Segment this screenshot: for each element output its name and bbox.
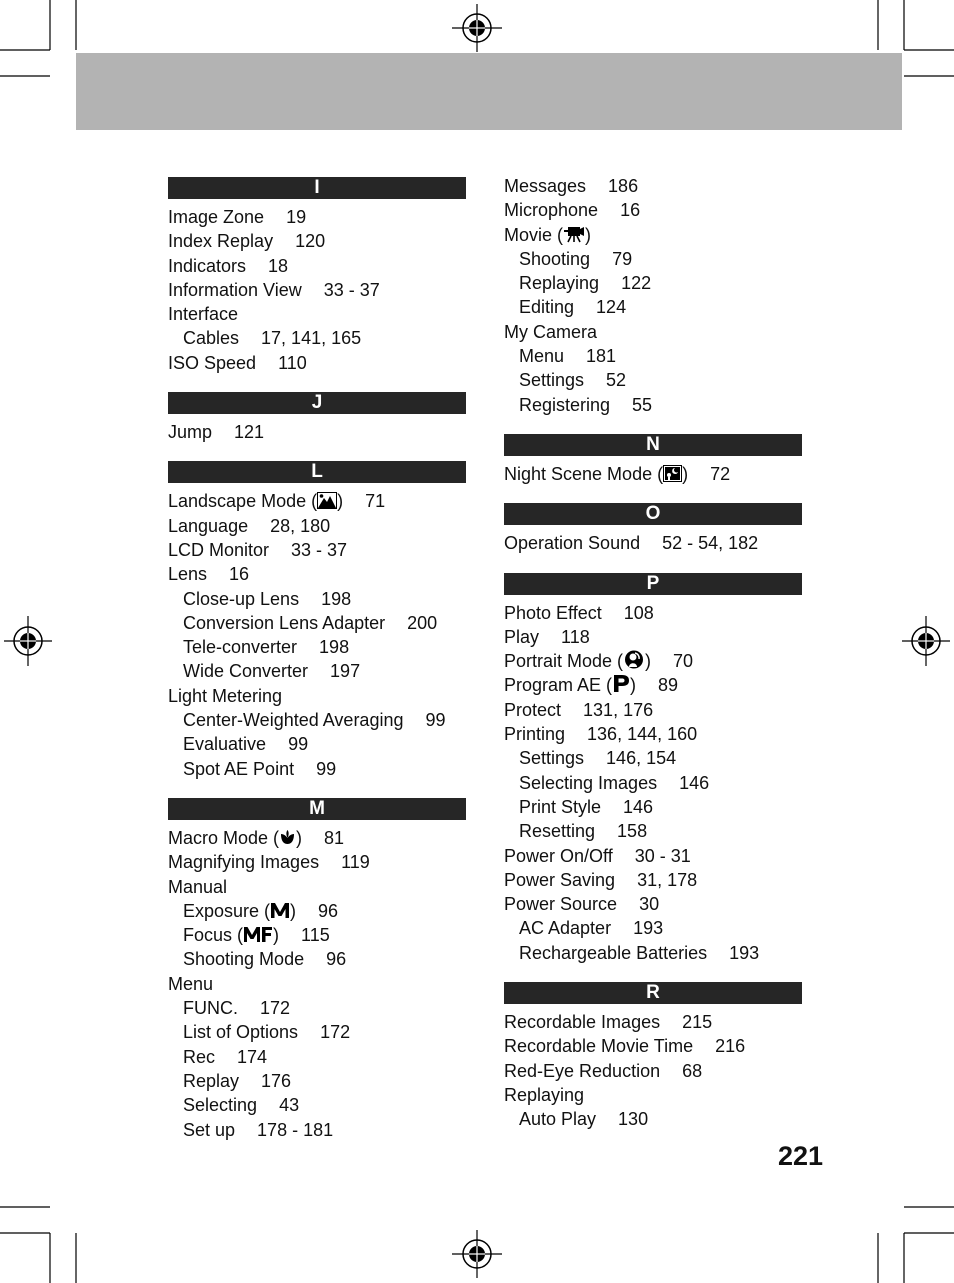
- entry-label: Menu: [519, 346, 565, 367]
- entry-label: Shooting: [519, 248, 591, 269]
- index-entry: [168, 351, 466, 375]
- entry-pages: 79: [612, 248, 633, 269]
- section-header-o: O: [504, 503, 802, 525]
- entry-label: Settings: [519, 370, 585, 391]
- landscape-icon: [317, 491, 337, 515]
- entry-pages: 172: [320, 1022, 351, 1043]
- entry-pages: 215: [682, 1012, 713, 1033]
- entry-pages: 146, 154: [606, 748, 677, 769]
- macro-icon: [279, 828, 296, 852]
- index-entry: [168, 278, 466, 302]
- index-entry: [504, 868, 802, 892]
- entry-label: FUNC.: [183, 998, 238, 1019]
- index-entry: [504, 649, 802, 673]
- index-entry: [504, 673, 802, 697]
- entry-pages: 17, 141, 165: [261, 328, 362, 349]
- section-header-r: R: [504, 982, 802, 1004]
- entry-label: List of Options: [183, 1022, 299, 1043]
- index-entry: [504, 698, 802, 722]
- entry-label: ISO Speed: [168, 352, 257, 373]
- entry-label-close: ): [273, 925, 280, 946]
- entry-label: Print Style: [519, 796, 602, 817]
- index-subentry: [504, 916, 802, 940]
- index-subentry: [168, 1118, 466, 1142]
- entry-label: Language: [168, 515, 249, 536]
- entry-label: Protect: [504, 699, 562, 720]
- index-entry: [504, 174, 802, 198]
- entry-label: Information View: [168, 279, 302, 300]
- entry-label: Movie (: [504, 224, 564, 245]
- index-subentry: [504, 368, 802, 392]
- entry-label: Replaying: [519, 273, 600, 294]
- entry-pages: 68: [682, 1060, 703, 1081]
- index-entry: [168, 826, 466, 850]
- entry-label: Replaying: [504, 1084, 585, 1105]
- entry-pages: 197: [330, 661, 361, 682]
- index-entry: [504, 462, 802, 486]
- entry-label: Macro Mode (: [168, 827, 280, 848]
- entry-label-close: ): [290, 900, 297, 921]
- index-subentry: [168, 1069, 466, 1093]
- entry-label: Printing: [504, 724, 566, 745]
- entry-pages: 52: [606, 370, 627, 391]
- entry-label: Jump: [168, 422, 213, 443]
- entry-pages: 16: [229, 564, 250, 585]
- entry-label: Interface: [168, 304, 239, 325]
- section-header-m: M: [168, 798, 466, 820]
- index-entry: [504, 223, 802, 247]
- entry-pages: 176: [261, 1070, 292, 1091]
- entry-pages: 200: [407, 612, 438, 633]
- entry-pages: 16: [620, 200, 641, 221]
- entry-pages: 108: [623, 602, 654, 623]
- index-subentry: [504, 795, 802, 819]
- entry-pages: 186: [608, 176, 639, 196]
- index-subentry: [504, 1107, 802, 1131]
- entry-label: Shooting Mode: [183, 949, 305, 970]
- entry-label: Messages: [504, 176, 587, 196]
- entry-label: My Camera: [504, 321, 598, 342]
- entry-pages: 158: [617, 821, 648, 842]
- entry-label: Selecting: [183, 1095, 258, 1116]
- entry-pages: 55: [632, 394, 653, 415]
- entry-label: Auto Play: [519, 1109, 597, 1130]
- entry-pages: 52 - 54, 182: [662, 533, 759, 554]
- entry-pages: 99: [316, 758, 337, 779]
- index-subentry: [504, 271, 802, 295]
- entry-pages: 124: [596, 297, 627, 318]
- index-entry: [504, 320, 802, 344]
- index-subentry: [504, 393, 802, 417]
- entry-label: Light Metering: [168, 685, 283, 706]
- index-subentry: [168, 1093, 466, 1117]
- index-subentry: [168, 732, 466, 756]
- entry-label-close: ): [337, 491, 344, 512]
- registration-target-bottom: [452, 1230, 502, 1278]
- entry-label: Tele-converter: [183, 637, 298, 658]
- section-header-i: I: [168, 177, 466, 199]
- index-entry: [504, 722, 802, 746]
- manual-focus-icon: [243, 925, 273, 949]
- index-entry: [504, 1059, 802, 1083]
- entry-pages: 18: [268, 255, 289, 276]
- index-subentry: [504, 819, 802, 843]
- index-entry: [504, 892, 802, 916]
- program-p-icon: [612, 674, 630, 699]
- entry-label: Lens: [168, 564, 208, 585]
- entry-label: Red-Eye Reduction: [504, 1060, 661, 1081]
- entry-label: Spot AE Point: [183, 758, 295, 779]
- index-subentry: [168, 996, 466, 1020]
- entry-label: Evaluative: [183, 734, 267, 755]
- index-subentry: [168, 635, 466, 659]
- index-subentry: [168, 326, 466, 350]
- portrait-icon: [623, 650, 645, 675]
- index-subentry: [168, 659, 466, 683]
- entry-label: Image Zone: [168, 207, 265, 227]
- index-entry: [504, 531, 802, 555]
- entry-label: LCD Monitor: [168, 539, 270, 560]
- entry-label: Photo Effect: [504, 602, 602, 623]
- entry-label: Indicators: [168, 255, 247, 276]
- entry-label: Cables: [183, 328, 240, 349]
- index-subentry: [168, 899, 466, 923]
- entry-pages: 43: [279, 1095, 300, 1116]
- entry-label: Wide Converter: [183, 661, 309, 682]
- index-entry: [504, 601, 802, 625]
- section-header-l: L: [168, 461, 466, 483]
- registration-target-right: [902, 616, 950, 666]
- entry-pages: 81: [324, 827, 345, 848]
- index-entry: [504, 198, 802, 222]
- entry-pages: 118: [561, 626, 590, 647]
- index-entry: [504, 1083, 802, 1107]
- index-subentry: [168, 1045, 466, 1069]
- index-entry: [168, 420, 466, 444]
- index-entry: [504, 1034, 802, 1058]
- entry-label: Night Scene Mode (: [504, 463, 664, 484]
- registration-target-top: [452, 4, 502, 52]
- index-entry: [168, 972, 466, 996]
- index-entry: [168, 875, 466, 899]
- entry-pages: 96: [318, 900, 339, 921]
- index-subentry: [168, 587, 466, 611]
- entry-pages: 33 - 37: [323, 279, 380, 300]
- section-header-j: J: [168, 392, 466, 414]
- entry-pages: 72: [710, 463, 731, 484]
- entry-pages: 193: [729, 942, 760, 963]
- entry-pages: 28, 180: [270, 515, 331, 536]
- entry-label: Manual: [168, 876, 228, 897]
- entry-pages: 198: [321, 588, 352, 609]
- entry-label: AC Adapter: [519, 918, 612, 939]
- index-entry: [168, 489, 466, 513]
- entry-pages: 193: [633, 918, 664, 939]
- entry-label: Set up: [183, 1119, 236, 1140]
- entry-pages: 121: [234, 422, 265, 443]
- entry-pages: 96: [326, 949, 347, 970]
- entry-label-close: ): [645, 651, 652, 672]
- entry-label: Operation Sound: [504, 533, 641, 554]
- index-subentry: [504, 247, 802, 271]
- entry-pages: 146: [623, 796, 654, 817]
- entry-label: Selecting Images: [519, 772, 658, 793]
- section-header-p: P: [504, 573, 802, 595]
- entry-pages: 70: [673, 651, 694, 672]
- index-entry: [504, 1010, 802, 1034]
- index-subentry: [504, 746, 802, 770]
- entry-label: Power On/Off: [504, 845, 613, 866]
- index-subentry: [168, 708, 466, 732]
- entry-label: Power Saving: [504, 869, 616, 890]
- entry-label-close: ): [630, 675, 637, 696]
- index-subentry: [504, 344, 802, 368]
- entry-label-close: ): [682, 463, 689, 484]
- index-column-right: [504, 174, 802, 1132]
- index-entry: [168, 254, 466, 278]
- entry-pages: 131, 176: [583, 699, 654, 720]
- entry-pages: 130: [618, 1109, 649, 1130]
- index-subentry: [168, 757, 466, 781]
- entry-pages: 110: [278, 352, 307, 373]
- index-column-left: [168, 172, 466, 1142]
- entry-label: Conversion Lens Adapter: [183, 612, 386, 633]
- entry-label: Recordable Movie Time: [504, 1036, 694, 1057]
- entry-pages: 119: [341, 852, 370, 873]
- entry-pages: 115: [301, 925, 330, 946]
- index-subentry: [168, 611, 466, 635]
- entry-label: Play: [504, 626, 540, 647]
- entry-label: Microphone: [504, 200, 599, 221]
- index-subentry: [168, 947, 466, 971]
- entry-label: Program AE (: [504, 675, 613, 696]
- index-subentry: [504, 941, 802, 965]
- registration-target-left: [4, 616, 52, 666]
- index-entry: [168, 562, 466, 586]
- entry-label: Close-up Lens: [183, 588, 300, 609]
- index-subentry: [168, 923, 466, 947]
- index-entry: [168, 229, 466, 253]
- index-subentry: [168, 1020, 466, 1044]
- entry-label: Center-Weighted Averaging: [183, 710, 404, 731]
- entry-label: Rec: [183, 1046, 216, 1067]
- index-subentry: [504, 771, 802, 795]
- index-subentry: [504, 295, 802, 319]
- entry-label: Index Replay: [168, 231, 274, 252]
- entry-label: Exposure (: [183, 900, 271, 921]
- entry-label-close: ): [585, 224, 592, 245]
- entry-pages: 19: [286, 207, 307, 227]
- index-entry: [168, 205, 466, 229]
- entry-pages: 30 - 31: [634, 845, 691, 866]
- entry-pages: 181: [586, 346, 617, 367]
- entry-pages: 33 - 37: [291, 539, 348, 560]
- index-entry: [168, 302, 466, 326]
- entry-label: Rechargeable Batteries: [519, 942, 708, 963]
- entry-pages: 122: [621, 273, 652, 294]
- entry-label: Recordable Images: [504, 1012, 661, 1033]
- entry-pages: 216: [715, 1036, 746, 1057]
- entry-pages: 99: [288, 734, 309, 755]
- entry-label: Portrait Mode (: [504, 651, 624, 672]
- entry-label: Replay: [183, 1070, 240, 1091]
- entry-pages: 172: [260, 998, 291, 1019]
- entry-label: Magnifying Images: [168, 852, 320, 873]
- index-entry: [168, 684, 466, 708]
- entry-pages: 136, 144, 160: [587, 724, 698, 745]
- entry-label: Focus (: [183, 925, 244, 946]
- movie-icon: [563, 225, 585, 249]
- entry-label: Power Source: [504, 894, 618, 915]
- entry-label-close: ): [296, 827, 303, 848]
- entry-pages: 89: [658, 675, 679, 696]
- entry-pages: 146: [679, 772, 710, 793]
- index-entry: [504, 625, 802, 649]
- entry-label: Registering: [519, 394, 611, 415]
- entry-pages: 99: [425, 710, 446, 731]
- entry-pages: 30: [639, 894, 660, 915]
- index-entry: [168, 850, 466, 874]
- index-entry: [168, 514, 466, 538]
- entry-label: Menu: [168, 973, 214, 994]
- entry-pages: 178 - 181: [257, 1119, 334, 1140]
- page-number: 221: [778, 1141, 824, 1171]
- section-header-n: N: [504, 434, 802, 456]
- manual-m-icon: [270, 901, 290, 925]
- night-scene-icon: [663, 464, 682, 488]
- index-entry: [168, 538, 466, 562]
- entry-pages: 120: [295, 231, 326, 252]
- entry-pages: 174: [237, 1046, 268, 1067]
- entry-label: Editing: [519, 297, 575, 318]
- entry-label: Landscape Mode (: [168, 491, 318, 512]
- index-entry: [504, 844, 802, 868]
- entry-pages: 71: [365, 491, 386, 512]
- entry-label: Settings: [519, 748, 585, 769]
- entry-label: Resetting: [519, 821, 596, 842]
- entry-pages: 198: [319, 637, 350, 658]
- entry-pages: 31, 178: [637, 869, 698, 890]
